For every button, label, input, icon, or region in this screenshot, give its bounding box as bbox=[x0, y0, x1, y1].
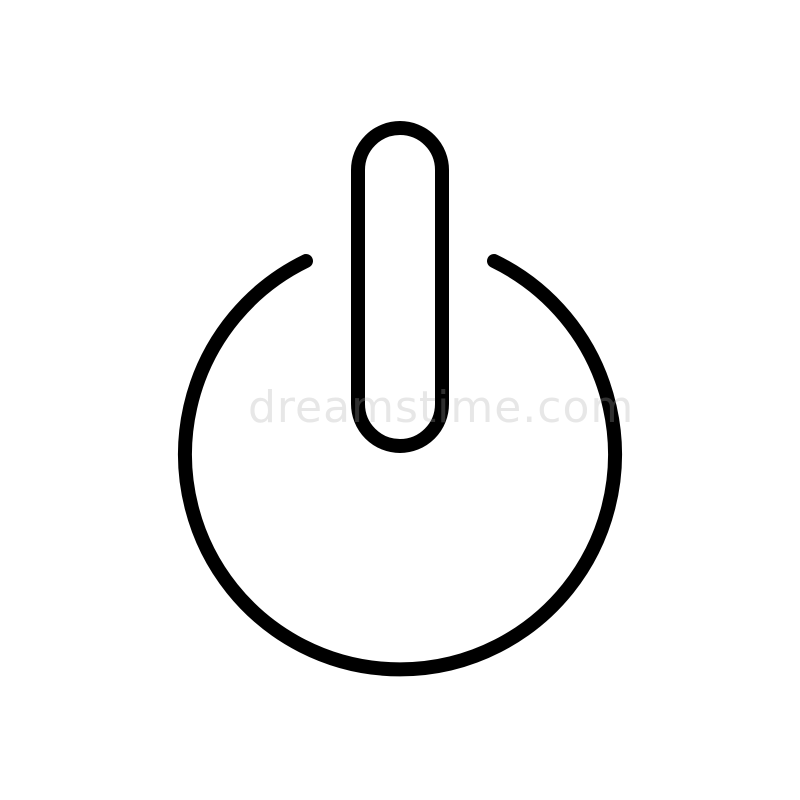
watermark-text: dreamstime.com bbox=[248, 382, 635, 433]
power-ring-arc bbox=[185, 261, 615, 669]
power-bar bbox=[358, 128, 442, 446]
